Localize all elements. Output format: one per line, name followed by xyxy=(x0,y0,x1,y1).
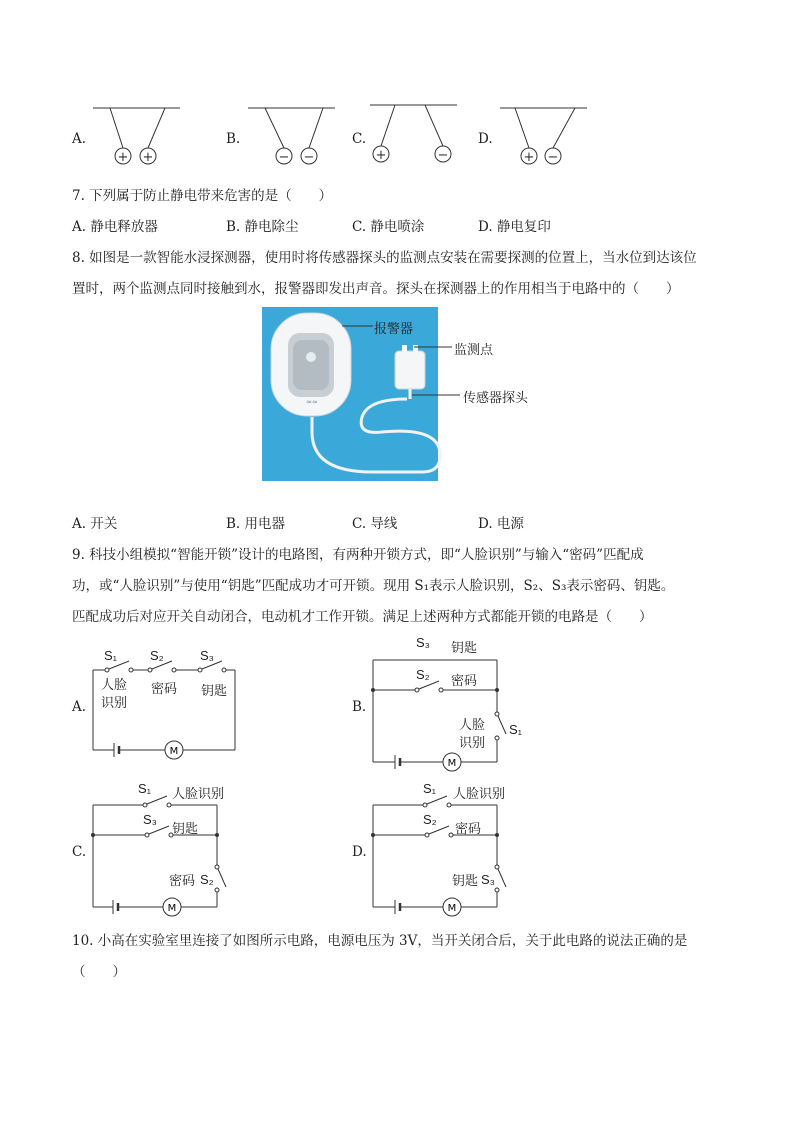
charge-d1: + xyxy=(523,150,535,165)
charge-b2: − xyxy=(303,150,315,165)
circuit-b-face-line2: 识别 xyxy=(459,735,486,750)
circuit-a-s3: S₃ xyxy=(200,648,214,663)
q8-option-a[interactable]: A. 开关 xyxy=(72,516,118,532)
q6-option-b-label[interactable]: B. xyxy=(226,131,241,147)
q8-option-c[interactable]: C. 导线 xyxy=(352,516,398,532)
circuit-a-password: 密码 xyxy=(151,681,178,696)
motor-a: M xyxy=(169,746,179,757)
alarm-label: 报警器 xyxy=(374,321,414,336)
circuit-d-password: 密码 xyxy=(455,821,482,836)
probe xyxy=(395,351,425,389)
q6-option-a-label[interactable]: A. xyxy=(72,131,87,147)
circuit-b-s3: S₃ xyxy=(416,635,430,650)
charge-b1: − xyxy=(278,150,290,165)
circuit-d-face: 人脸识别 xyxy=(453,786,506,801)
circuit-c-s3: S₃ xyxy=(143,812,157,827)
circuit-c-s2: S₂ xyxy=(200,872,214,887)
q9-stem-line3: 匹配成功后对应开关自动闭合，电动机才工作开锁。满足上述两种方式都能开锁的电路是（ ） xyxy=(72,609,653,625)
q7-stem: 7. 下列属于防止静电带来危害的是（ ） xyxy=(72,188,333,204)
q7-option-d[interactable]: D. 静电复印 xyxy=(478,219,551,235)
charge-a2: + xyxy=(142,150,154,165)
circuit-b-s2: S₂ xyxy=(416,667,430,682)
circuit-b xyxy=(365,650,515,775)
probe-label: 传感器探头 xyxy=(463,390,529,405)
charge-a1: + xyxy=(117,150,129,165)
circuit-d-key: 钥匙 xyxy=(452,873,479,888)
circuit-b-key: 钥匙 xyxy=(451,640,478,655)
charge-d2: − xyxy=(547,150,559,165)
q9-option-b-label[interactable]: B. xyxy=(352,699,367,715)
circuit-a-key: 钥匙 xyxy=(201,683,228,698)
motor-c: M xyxy=(167,903,177,914)
q8-option-d[interactable]: D. 电源 xyxy=(478,516,524,532)
q7-option-b[interactable]: B. 静电除尘 xyxy=(226,219,299,235)
q6-option-c-label[interactable]: C. xyxy=(352,131,367,147)
charge-c1: + xyxy=(375,148,387,163)
circuit-c-password: 密码 xyxy=(169,873,196,888)
circuit-a-s2: S₂ xyxy=(150,648,164,663)
circuit-a-s1: S₁ xyxy=(104,648,118,663)
circuit-c-face: 人脸识别 xyxy=(172,786,225,801)
motor-d: M xyxy=(447,903,457,914)
q8-stem-line1: 8. 如图是一款智能水浸探测器，使用时将传感器探头的监测点安装在需要探测的位置上，当水位到达该位 xyxy=(72,250,697,266)
circuit-a-face-line1: 人脸 xyxy=(101,677,128,692)
q9-option-c-label[interactable]: C. xyxy=(72,844,87,860)
charge-c2: − xyxy=(437,148,449,163)
circuit-c-s1: S₁ xyxy=(138,781,152,796)
circuit-b-face-line1: 人脸 xyxy=(459,717,486,732)
svg-text:≈≈: ≈≈ xyxy=(306,398,318,406)
circuit-d-s3: S₃ xyxy=(481,872,495,887)
motor-b: M xyxy=(447,758,457,769)
circuit-b-password: 密码 xyxy=(451,673,478,688)
circuit-c-key: 钥匙 xyxy=(172,821,199,836)
q7-option-a[interactable]: A. 静电释放器 xyxy=(72,219,158,235)
circuit-b-s1: S₁ xyxy=(509,722,523,737)
q6-option-d-label[interactable]: D. xyxy=(478,131,493,147)
q7-option-c[interactable]: C. 静电喷涂 xyxy=(352,219,425,235)
q9-option-a-label[interactable]: A. xyxy=(72,699,87,715)
circuit-a-face-line2: 识别 xyxy=(101,695,128,710)
circuit-d-s2: S₂ xyxy=(423,812,437,827)
q8-stem-line2: 置时，两个监测点同时接触到水，报警器即发出声音。探头在探测器上的作用相当于电路中的（ ） xyxy=(72,281,680,297)
q6-diagrams xyxy=(0,95,794,175)
circuit-c xyxy=(85,795,235,920)
q9-option-d-label[interactable]: D. xyxy=(352,844,367,860)
monitor-point-label: 监测点 xyxy=(454,342,494,357)
q9-stem-line2: 功，或“人脸识别”与使用“钥匙”匹配成功才可开锁。现用 S₁表示人脸识别，S₂、S₃表示密码、钥匙。 xyxy=(72,578,675,594)
q8-option-b[interactable]: B. 用电器 xyxy=(226,516,286,532)
circuit-d xyxy=(365,795,515,920)
q10-stem-line2: （ ） xyxy=(72,964,126,980)
circuit-d-s1: S₁ xyxy=(423,781,437,796)
q9-stem-line1: 9. 科技小组模拟“智能开锁”设计的电路图，有两种开锁方式，即“人脸识别”与输入“密码”匹配成 xyxy=(72,547,644,563)
q10-stem-line1: 10. 小高在实验室里连接了如图所示电路，电源电压为 3V，当开关闭合后，关于此电路的说法正确的是 xyxy=(72,933,688,949)
